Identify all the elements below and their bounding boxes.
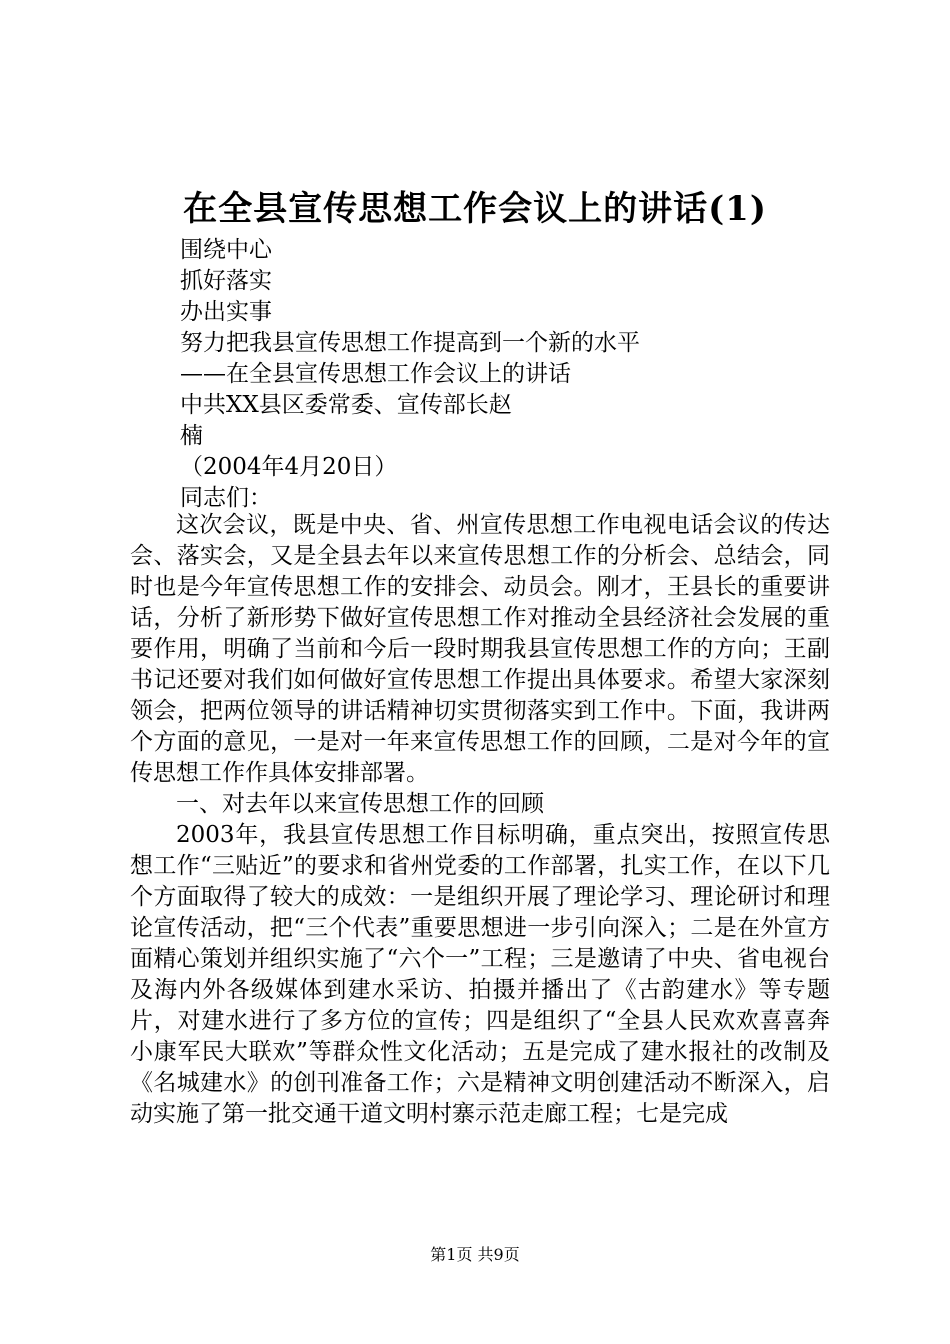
paragraph-2: 2003年，我县宣传思想工作目标明确，重点突出，按照宣传思想工作“三贴近”的要求和省州党委的工作部署，扎实工作，在以下几个方面取得了较大的成效：一是组织开展了理论学习、理论研讨和理论宣传活动，把“三个代表”重要思想进一步引向深入；二是在外宣方面精心策划并组织实施了“六个一”工程；三是邀请了中央、省电视台及海内外各级媒体到建水采访、拍摄并播出了《古韵建水》等专题片，对建水进行了多方位的宣传；四是组织了“全县人民欢欢喜喜奔小康军民大联欢”等群众性文化活动；五是完成了建水报社的改制及《名城建水》的创刊准备工作；六是精神文明创建活动不断深入，启动实施了第一批交通干道文明村寨示范走廊工程；七是完成	[130, 822, 830, 1127]
page-number-footer: 第1页 共9页	[430, 1245, 520, 1264]
heading-line-2: 抓好落实	[180, 268, 272, 294]
heading-lines	[180, 235, 860, 514]
paragraph-1: 这次会议，既是中央、省、州宣传思想工作电视电话会议的传达会、落实会，又是全县去年以来宣传思想工作的分析会、总结会，同时也是今年宣传思想工作的安排会、动员会。刚才，王县长的重要讲话，分析了新形势下做好宣传思想工作对推动全县经济社会发展的重要作用，明确了当前和今后一段时期我县宣传思想工作的方向；王副书记还要对我们如何做好宣传思想工作提出具体要求。希望大家深刻领会，把两位领导的讲话精神切实贯彻落实到工作中。下面，我讲两个方面的意见，一是对一年来宣传思想工作的回顾，二是对今年的宣传思想工作作具体安排部署。	[130, 512, 830, 786]
speech-subject-line: 努力把我县宣传思想工作提高到一个新的水平	[180, 330, 640, 356]
document-title: 在全县宣传思想工作会议上的讲话(1)	[183, 189, 767, 229]
speech-date-line: （2004年4月20日）	[180, 454, 398, 480]
heading-line-1: 围绕中心	[180, 237, 272, 263]
salutation-line: 同志们：	[180, 485, 272, 511]
speaker-name-line: 楠	[180, 423, 203, 449]
section-heading: 一、对去年以来宣传思想工作的回顾	[176, 791, 544, 817]
heading-line-3: 办出实事	[180, 299, 272, 325]
speaker-line: 中共XX县区委常委、宣传部长赵	[180, 392, 512, 418]
document-body	[130, 510, 830, 1130]
speech-subtitle-line: ——在全县宣传思想工作会议上的讲话	[180, 361, 571, 387]
